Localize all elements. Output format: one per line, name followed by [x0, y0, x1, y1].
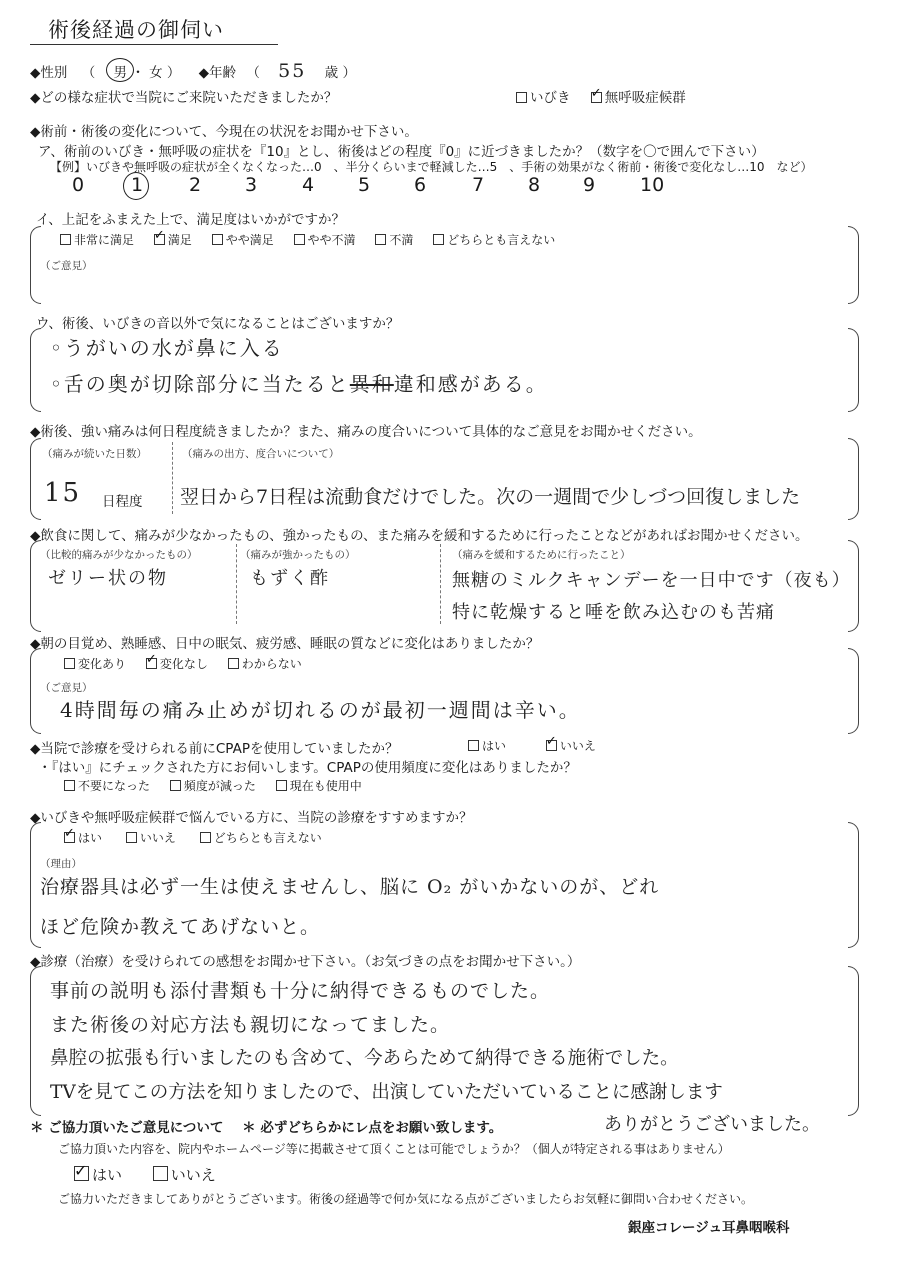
- morning-question: ◆朝の目覚め、熟睡感、日中の眠気、疲労感、睡眠の質などに変化はありましたか？: [30, 636, 540, 652]
- satisfaction-opinion-label: （ご意見）: [40, 260, 93, 272]
- sat-option-very[interactable]: 非常に満足: [60, 233, 134, 247]
- other-question: ウ、術後、いびきの音以外で気になることはございますか？: [36, 316, 400, 332]
- recommend-reason-line2[interactable]: ほど危険か教えてあげないと。: [40, 916, 321, 938]
- change-question-a: ア、術前のいびき・無呼吸の症状を『10』とし、術後はどの程度『0』に近づきましたか？（数字を〇で囲んで下さい）: [38, 144, 765, 160]
- scale-7[interactable]: 7: [472, 174, 485, 196]
- morning-option-unchanged[interactable]: ✓ 変化なし: [146, 657, 208, 671]
- morning-opinion-label: （ご意見）: [40, 682, 93, 694]
- checkbox-icon: [468, 740, 479, 751]
- title-underline: [30, 44, 278, 45]
- diet-strong-label: （痛みが強かったもの）: [240, 549, 356, 561]
- diet-question: ◆飲食に関して、痛みが少なかったもの、強かったもの、また痛みを緩和するために行ったことなどがあればお聞かせください。: [30, 528, 809, 544]
- checkbox-checked-icon: [546, 740, 557, 751]
- sex-label: ◆性別: [30, 65, 68, 81]
- checkbox-checked-icon: [74, 1166, 89, 1181]
- checkbox-checked-icon: [591, 92, 602, 103]
- satisfaction-options: [60, 231, 571, 248]
- checkbox-icon: [64, 658, 75, 669]
- recommend-option-neither[interactable]: どちらとも言えない: [200, 831, 322, 845]
- consent-question: ご協力頂いた内容を、院内やホームページ等に掲載させて頂くことは可能でしょうか？（個人が特定される事はありません）: [58, 1142, 730, 1156]
- scale-selected-circle: [123, 172, 149, 200]
- satisfaction-question: イ、上記をふまえた上で、満足度はいかがですか？: [36, 212, 346, 228]
- symptom-option-snoring[interactable]: いびき: [516, 90, 571, 106]
- symptom-options: [516, 86, 702, 106]
- scale-8[interactable]: 8: [528, 174, 541, 196]
- bracket-right: [848, 328, 859, 412]
- impression-line-3[interactable]: 鼻腔の拡張も行いましたのも含めて、今あらためて納得できる施術でした。: [50, 1048, 679, 1069]
- sat-option-slightly-dissatisfied[interactable]: やや不満: [294, 233, 356, 247]
- scale-10[interactable]: 10: [640, 174, 665, 196]
- morning-options: [64, 655, 318, 672]
- diet-relief-line1[interactable]: 無糖のミルクキャンデーを一日中です（夜も）: [452, 570, 851, 591]
- consent-option-yes[interactable]: ✓はい: [74, 1166, 122, 1184]
- pain-detail-value[interactable]: 翌日から7日程は流動食だけでした。次の一週間で少しづつ回復しました: [180, 486, 801, 508]
- pain-question: ◆術後、強い痛みは何日程度続きましたか？また、痛みの度合いについて具体的なご意見をお聞かせください。: [30, 424, 702, 440]
- scale-5[interactable]: 5: [358, 174, 371, 196]
- impression-line-5[interactable]: ありがとうございました。: [604, 1114, 820, 1135]
- consent-note-2: ＊ 必ずどちらかにレ点をお願い致します。: [242, 1120, 503, 1136]
- bracket-right: [848, 226, 859, 304]
- scale-3[interactable]: 3: [245, 174, 258, 196]
- change-example: 【例】いびきや無呼吸の症状が全くなくなった…0 、半分くらいまで軽減した…5 、手術の効果がなく術前・術後で変化なし…10 など）: [50, 160, 813, 174]
- diet-relief-line2[interactable]: 特に乾燥すると唾を飲み込むのも苦痛: [452, 602, 775, 623]
- checkbox-checked-icon: [64, 832, 75, 843]
- checkbox-icon: [212, 234, 223, 245]
- cpap-option-no[interactable]: ✓ いいえ: [546, 739, 596, 753]
- bracket-left: [30, 438, 41, 520]
- diet-relief-label: （痛みを緩和するために行ったこと）: [452, 549, 631, 561]
- cpap-sub-question: ・『はい』にチェックされた方にお伺いします。CPAPの使用頻度に変化はありましたか？: [38, 760, 577, 776]
- recommend-reason-line1[interactable]: 治療器具は必ず一生は使えませんし、脳に O₂ がいかないのが、どれ: [40, 876, 660, 898]
- pain-days-label: （痛みが続いた日数）: [42, 448, 147, 460]
- checkbox-icon: [375, 234, 386, 245]
- age-label: ◆年齢: [198, 65, 237, 81]
- checkbox-icon: [433, 234, 444, 245]
- scale-0[interactable]: 0: [72, 174, 85, 196]
- checkbox-icon: [294, 234, 305, 245]
- checkbox-checked-icon: [146, 658, 157, 669]
- cpap-question: ◆当院で診療を受けられる前にCPAPを使用していましたか？: [30, 741, 399, 757]
- bracket-right: [848, 648, 859, 734]
- sat-option-neither[interactable]: どちらとも言えない: [433, 233, 555, 247]
- scale-9[interactable]: 9: [583, 174, 596, 196]
- checkbox-icon: [64, 780, 75, 791]
- consent-notes: [30, 1116, 502, 1136]
- other-answer-line2[interactable]: ◦舌の奥が切除部分に当たると異和違和感がある。: [50, 372, 548, 396]
- checkbox-icon: [228, 658, 239, 669]
- scale-2[interactable]: 2: [189, 174, 202, 196]
- sat-option-somewhat[interactable]: やや満足: [212, 233, 274, 247]
- cpap-sub-option-reduced[interactable]: 頻度が減った: [170, 779, 256, 793]
- impression-line-1[interactable]: 事前の説明も添付書類も十分に納得できるものでした。: [50, 980, 551, 1002]
- struck-text: 異和: [349, 372, 394, 396]
- pain-days-value[interactable]: 15: [44, 478, 82, 508]
- profile-row: ◆性別 （ 男 ・ 女 ） ◆年齢 （ 55 歳 ）: [30, 60, 356, 82]
- morning-option-unknown[interactable]: わからない: [228, 657, 302, 671]
- bracket-left: [30, 966, 41, 1116]
- checkbox-icon: [153, 1166, 168, 1181]
- morning-opinion-value[interactable]: 4時間毎の痛み止めが切れるのが最初一週間は辛い。: [60, 698, 581, 722]
- page-title: 術後経過の御伺い: [48, 18, 224, 42]
- other-answer-line1[interactable]: ◦うがいの水が鼻に入る: [50, 336, 284, 360]
- age-unit: 歳: [324, 65, 339, 81]
- recommend-option-yes[interactable]: ✓はい: [64, 831, 102, 845]
- bracket-right: [848, 966, 859, 1116]
- impression-line-2[interactable]: また術後の対応方法も親切になってました。: [50, 1014, 451, 1036]
- checkbox-icon: [126, 832, 137, 843]
- bracket-right: [848, 438, 859, 520]
- sex-option-female[interactable]: 女: [149, 65, 163, 81]
- diet-divider-2: [440, 544, 441, 624]
- scale-6[interactable]: 6: [414, 174, 427, 196]
- change-question: ◆術前・術後の変化について、今現在の状況をお聞かせ下さい。: [30, 124, 418, 140]
- symptom-question: ◆どの様な症状で当院にご来院いただきましたか？: [30, 90, 338, 106]
- sat-option-dissatisfied[interactable]: 不満: [375, 233, 413, 247]
- age-value[interactable]: 55: [278, 60, 307, 82]
- cpap-options: [468, 737, 612, 754]
- cpap-sub-options: [64, 777, 378, 794]
- impression-line-4[interactable]: TVを見てこの方法を知りましたので、出演していただいていることに感謝します: [50, 1082, 723, 1103]
- clinic-name: 銀座コレージュ耳鼻咽喉科: [628, 1220, 790, 1236]
- consent-note-1: ＊ ご協力頂いたご意見について: [30, 1120, 224, 1136]
- consent-option-no[interactable]: いいえ: [153, 1166, 216, 1184]
- checkbox-icon: [60, 234, 71, 245]
- checkbox-checked-icon: [154, 234, 165, 245]
- pain-days-unit: 日程度: [102, 494, 143, 510]
- consent-options: [74, 1164, 232, 1185]
- morning-option-changed[interactable]: 変化あり: [64, 657, 126, 671]
- checkbox-icon: [200, 832, 211, 843]
- pain-divider: [172, 442, 173, 514]
- bracket-left: [30, 328, 41, 412]
- diet-less-value[interactable]: ゼリー状の物: [48, 568, 168, 589]
- recommend-question: ◆いびきや無呼吸症候群で悩んでいる方に、当院の診療をすすめますか？: [30, 810, 473, 826]
- recommend-option-no[interactable]: いいえ: [126, 831, 176, 845]
- checkbox-icon: [276, 780, 287, 791]
- symptom-option-apnea[interactable]: ✓ 無呼吸症候群: [591, 90, 686, 106]
- checkbox-icon: [170, 780, 181, 791]
- cpap-sub-option-still[interactable]: 現在も使用中: [276, 779, 362, 793]
- pain-detail-label: （痛みの出方、度合いについて）: [182, 448, 340, 460]
- diet-strong-value[interactable]: もずく酢: [250, 568, 330, 589]
- sex-option-male[interactable]: 男: [113, 61, 127, 81]
- recommend-options: [64, 829, 338, 846]
- footer-thanks: ご協力いただきましてありがとうございます。術後の経過等で何か気になる点がございましたらお気軽に御問い合わせください。: [58, 1192, 754, 1206]
- diet-divider-1: [236, 544, 237, 624]
- impression-question: ◆診療（治療）を受けられての感想をお聞かせ下さい。（お気づきの点をお聞かせ下さい。）: [30, 954, 581, 970]
- checkbox-icon: [516, 92, 527, 103]
- scale-1[interactable]: 1: [131, 174, 144, 196]
- cpap-sub-option-unneeded[interactable]: 不要になった: [64, 779, 150, 793]
- scale-4[interactable]: 4: [302, 174, 315, 196]
- sat-option-satisfied[interactable]: ✓ 満足: [154, 233, 192, 247]
- bracket-right: [848, 822, 859, 948]
- cpap-option-yes[interactable]: はい: [468, 739, 506, 753]
- recommend-reason-label: （理由）: [40, 858, 82, 870]
- diet-less-label: （比較的痛みが少なかったもの）: [40, 549, 198, 561]
